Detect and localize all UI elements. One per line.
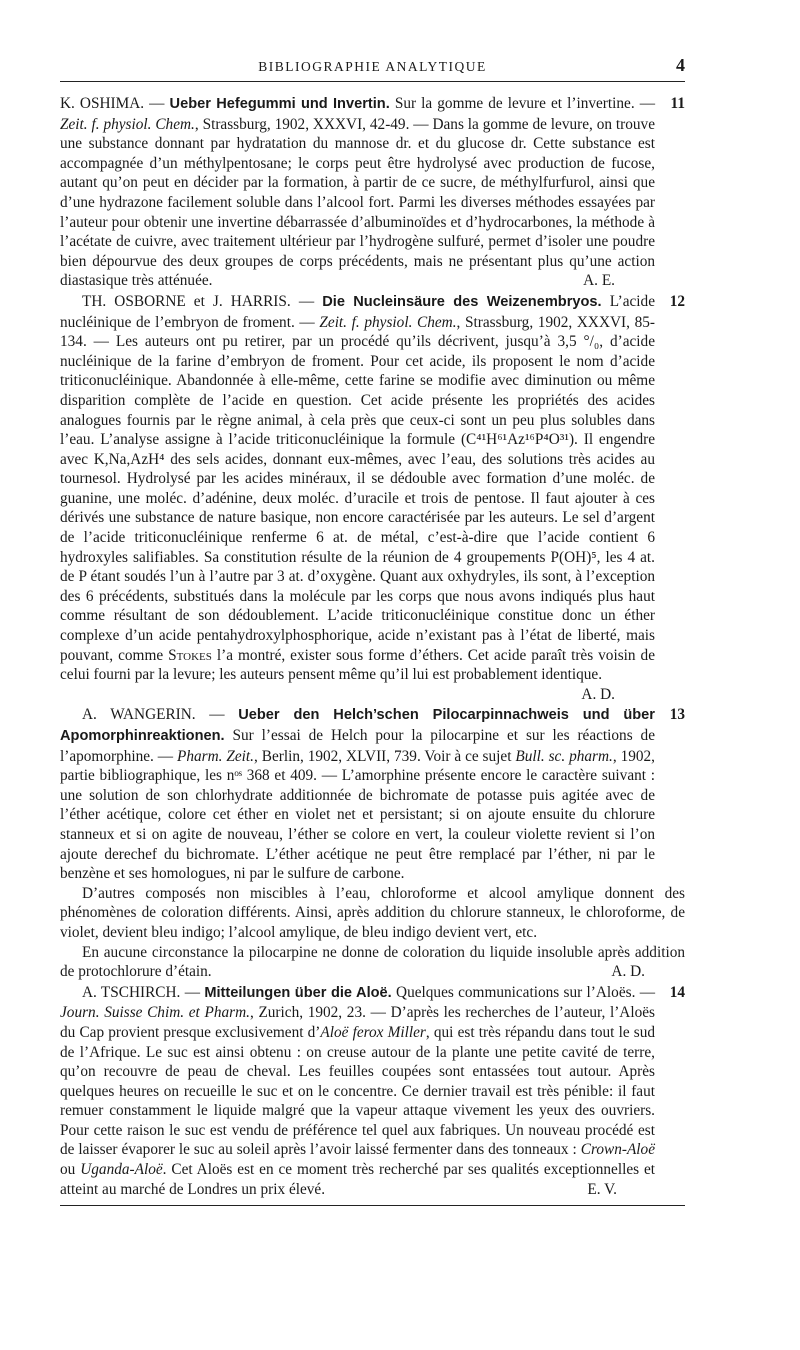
entry-title: Mitteilungen über die Aloë. <box>204 984 392 1001</box>
entry-text: , Zurich, 1902, 23. — D’après les recherches de l’auteur, l’Aloës du Cap provient presque exclusivement d’ <box>60 1004 655 1041</box>
document-page <box>60 55 685 1206</box>
entry-author: K. OSHIMA. <box>60 95 145 112</box>
entry-title: Die Nucleinsäure des Weizenembryos. <box>322 293 602 310</box>
entry-14 <box>60 983 685 1200</box>
entry-title: Ueber Hefegummi und Invertin. <box>169 96 390 112</box>
entry-number: 12 <box>669 292 685 310</box>
entry-number: 11 <box>670 95 685 112</box>
entry-text: ou <box>60 1161 76 1179</box>
entry-journal: Pharm. Zeit. <box>177 747 255 765</box>
footer-rule <box>60 1205 685 1206</box>
header-rule <box>60 81 685 82</box>
entry-signature: A. D. <box>611 963 645 981</box>
entry-text: l’a montré, exister sous forme d’éthers. Cet acide paraît très voisin de celui fourni par la levure; les auteurs pensent même qu’il lui est probablement identique. <box>60 646 655 684</box>
entry-variety: Crown-Aloë <box>580 1141 655 1159</box>
entry-11 <box>60 94 685 291</box>
entry-species: Aloë ferox Miller <box>320 1023 426 1041</box>
entry-author: TH. OSBORNE et J. HARRIS. <box>82 292 291 310</box>
entry-text: , 1902, partie bibliographique, les nᵒˢ 368 et 409. — L’amorphine présente encore le caractère suivant : une solution de son chlorhydrate additionnée de bichromate de potasse puis agitée avec de l’éther acétique, colore cet éther en violet net et persistant; si on ajoute ensuite du chlorure stanneux et si on agite de nouveau, l’éther se colore en vert, la couleur violette revient si l’on ajoute derechef du bichromate. L’éther acétique ne peut être remplacé par l’éther, ni par le benzène et ses homologues, ni par le sulfure de carbone. <box>60 747 655 883</box>
entry-number: 13 <box>669 706 685 724</box>
entry-text: Sur la gomme de levure et l’invertine. — <box>394 95 656 112</box>
entry-signature: E. V. <box>587 1180 617 1198</box>
entry-variety: Uganda-Aloë <box>80 1161 163 1179</box>
entry-text: Quelques communications sur l’Aloës. — <box>396 983 655 1001</box>
entry-13 <box>60 705 685 981</box>
entry-paragraph <box>60 943 685 982</box>
entry-journal: Bull. sc. pharm. <box>515 747 613 765</box>
entry-text: L’acide nucléinique de l’embryon de froment. — <box>60 292 655 331</box>
entry-body: A. WANGERIN. — Ueber den Helch’schen Pilocarpinnachweis und über Apomorphinreaktionen. Sur l’essai de Helch pour la pilocarpine et sur les réactions de l’apomorphine. — Pharm. Zeit., Berlin, 1902, XLVII, 739. Voir à ce sujet Bull. sc. pharm., 1902, partie bibliographique, les nᵒˢ 368 et 409. — L’amorphine présente encore le caractère suivant : une solution de son chlorhydrate additionnée de bichromate de potasse puis agitée avec de l’éther acétique, colore cet éther en violet net et persistant; si on ajoute ensuite du chlorure stanneux et si on agite de nouveau, l’éther se colore en vert, la couleur violette revient si l’on ajoute derechef du bichromate. L’éther acétique ne peut être remplacé par l’éther, ni par le benzène et ses homologues, ni par le sulfure de carbone. <box>60 706 655 883</box>
entry-smallcaps: Stokes <box>168 646 212 664</box>
entry-signature: A. D. <box>581 685 615 703</box>
entry-signature: A. E. <box>583 272 615 290</box>
entry-journal: Journ. Suisse Chim. et Pharm. <box>60 1004 250 1022</box>
running-head <box>60 55 685 81</box>
entry-journal: Zeit. f. physiol. Chem. <box>60 115 195 133</box>
running-title: BIBLIOGRAPHIE ANALYTIQUE <box>258 59 487 74</box>
entry-12 <box>60 292 685 704</box>
entry-paragraph: D’autres composés non miscibles à l’eau, chloroforme et alcool amylique donnent des phénomènes de coloration différents. Ainsi, après addition du chlorure stanneux, le chloroforme, de violet, devient bleu indigo; l’alcool amylique, de bleu indigo devient vert, etc. <box>60 884 685 941</box>
entry-body: K. OSHIMA. — Ueber Hefegummi und Invertin. Sur la gomme de levure et l’invertine. — Zeit. f. physiol. Chem., Strassburg, 1902, XXXVI, 42-49. — Dans la gomme de levure, on trouve une substance donnant par hydratation du mannose dr. et du glucose dr. Cette substance est accompagnée d’un méthylpentosane; le corps peut être hydrolysé avec production de fucose, autant qu’on peut en décider par la formation, à partir de ce sucre, de méthylfurfurol, ainsi que d’une hydrazone facilement soluble dans l’alcool fort. Parmi les diverses méthodes essayées par l’auteur pour obtenir une invertine débarrassée d’albuminoïdes et d’hydrocarbones, la méthode à l’acétate de cuivre, avec traitement ultérieur par l’hydrogène sulfuré, permet d’isoler une poudre bien dépourvue des deux groupes de corps précédents, mais ne présentant plus qu’une action diastasique très atténuée. A. E. <box>60 95 656 290</box>
entry-author: A. WANGERIN. <box>82 706 196 724</box>
entry-text: , Strassburg, 1902, XXXVI, 42-49. — Dans la gomme de levure, on trouve une substance donnant par hydratation du mannose dr. et du glucose dr. Cette substance est accompagnée d’un méthylpentosane; le corps peut être hydrolysé avec production de fucose, autant qu’on peut en décider par la formation, à partir de ce sucre, de méthylfurfurol, ainsi que d’une hydrazone facilement soluble dans l’alcool fort. Parmi les diverses méthodes essayées par l’auteur pour obtenir une invertine débarrassée d’albuminoïdes et d’hydrocarbones, la méthode à l’acétate de cuivre, avec traitement ultérieur par l’hydrogène sulfuré, permet d’isoler une poudre bien dépourvue des deux groupes de corps précédents, mais ne présentant plus qu’une action diastasique très atténuée. <box>60 115 655 290</box>
entry-text: En aucune circonstance la pilocarpine ne donne de coloration du liquide insoluble après addition de protochlorure d’étain. <box>60 943 685 981</box>
entry-text: . Cet Aloës est en ce moment très recherché par ses qualités exceptionnelles et atteint au marché de Londres un prix élevé. <box>60 1161 656 1198</box>
page-number: 4 <box>676 55 685 75</box>
entry-text: , Strassburg, 1902, XXXVI, 85-134. — Les auteurs ont pu retirer, par un procédé qu’ils décrivent, jusqu’à 3,5 °/₀, d’acide nucléinique de la farine d’embryon de froment. Pour cet acide, ils proposent le nom d’acide triticonucléinique. Abandonnée à elle-même, cette farine se modifie avec diminution ou même disparition complète de l’acide en question. Cet acide présente les propriétés des acides analogues fournis par le règne animal, à cela près que ceux-ci sont un peu plus solubles dans l’eau. L’analyse assigne à l’acide triticonucléinique la formule (C⁴¹H⁶¹Az¹⁶P⁴O³¹). Il engendre avec K,Na,AzH⁴ des sels acides, donnant eux-mêmes, avec l’eau, des solutions très acides au tournesol. Hydrolysé par les acides minéraux, il se dédouble avec formation d’une moléc. de guanine, une moléc. d’adénine, deux moléc. d’uracile et trois de pentose. Il faut ajouter à ces dérivés une substance de nature basique, non encore caractérisée par les auteurs. Le sel d’argent de l’acide triticonucléinique renferme 6 at. de métal, c’est-à-dire que l’acide contient 6 hydroxyles salifiables. Sa constitution résulte de la réunion de 4 groupements P(OH)⁵, les 4 at. de P étant soudés l’un à l’autre par 3 at. d’oxygène. Quant aux oxhydryles, ils sont, à l’exception des 6 précédents, substitués dans la molécule par les corps que nous avons indiqués plus haut comme résultant de son dédoublement. L’acide triticonucléinique constitue donc un éther complexe d’un acide pentahydroxylphosphorique, acide n’existant pas à l’état de liberté, mais pouvant, comme <box>60 313 656 664</box>
entry-author: A. TSCHIRCH. <box>82 983 181 1001</box>
entry-number: 14 <box>669 983 685 1001</box>
entry-journal: Zeit. f. physiol. Chem. <box>319 313 457 331</box>
entry-text: Sur l’essai de Helch pour la pilocarpine et sur les réactions de l’apomorphine. — <box>60 727 655 765</box>
entry-title: Ueber den Helch’schen Pilocarpinnachweis und über Apomorphinreaktionen. <box>60 707 655 744</box>
entry-body: A. TSCHIRCH. — Mitteilungen über die Aloë. Quelques communications sur l’Aloës. — Journ. Suisse Chim. et Pharm., Zurich, 1902, 23. — D’après les recherches de l’auteur, l’Aloës du Cap provient presque exclusivement d’Aloë ferox Miller, qui est très répandu dans tout le sud de l’Afrique. Le suc est ainsi obtenu : on creuse autour de la plante une petite cavité de terre, qu’on recouvre de peau de cheval. Les feuilles coupées sont entassées tout autour. Après quelques heures on recueille le suc et on le concentre. Ce dernier travail est très pénible: il faut remuer constamment le liquide malgré que la vapeur attaque vivement les yeux des ouvriers. Pour cette raison le suc est vendu de préférence tel quel aux fabriques. Un nouveau procédé est de laisser évaporer le suc au soleil après l’avoir laissé fermenter dans des tonneaux : Crown-Aloë ou Uganda-Aloë. Cet Aloës est en ce moment très recherché par ses qualités exceptionnelles et atteint au marché de Londres un prix élevé. E. V. <box>60 983 656 1198</box>
entry-text: , qui est très répandu dans tout le sud de l’Afrique. Le suc est ainsi obtenu : on creuse autour de la plante une petite cavité de terre, qu’on recouvre de peau de cheval. Les feuilles coupées sont entassées tout autour. Après quelques heures on recueille le suc et on le concentre. Ce dernier travail est très pénible: il faut remuer constamment le liquide malgré que la vapeur attaque vivement les yeux des ouvriers. Pour cette raison le suc est vendu de préférence tel quel aux fabriques. Un nouveau procédé est de laisser évaporer le suc au soleil après l’avoir laissé fermenter dans des tonneaux : <box>60 1023 656 1159</box>
entry-body: TH. OSBORNE et J. HARRIS. — Die Nucleinsäure des Weizenembryos. L’acide nucléinique de l’embryon de froment. — Zeit. f. physiol. Chem., Strassburg, 1902, XXXVI, 85-134. — Les auteurs ont pu retirer, par un procédé qu’ils décrivent, jusqu’à 3,5 °/₀, d’acide nucléinique de la farine d’embryon de froment. Pour cet acide, ils proposent le nom d’acide triticonucléinique. Abandonnée à elle-même, cette farine se modifie avec diminution ou même disparition complète de l’acide en question. Cet acide présente les propriétés des acides analogues fournis par le règne animal, à cela près que ceux-ci sont un peu plus solubles dans l’eau. L’analyse assigne à l’acide triticonucléinique la formule (C⁴¹H⁶¹Az¹⁶P⁴O³¹). Il engendre avec K,Na,AzH⁴ des sels acides, donnant eux-mêmes, avec l’eau, des solutions très acides au tournesol. Hydrolysé par les acides minéraux, il se dédouble avec formation d’une moléc. de guanine, une moléc. d’adénine, deux moléc. d’uracile et trois de pentose. Il faut ajouter à ces dérivés une substance de nature basique, non encore caractérisée par les auteurs. Le sel d’argent de l’acide triticonucléinique renferme 6 at. de métal, c’est-à-dire que l’acide contient 6 hydroxyles salifiables. Sa constitution résulte de la réunion de 4 groupements P(OH)⁵, les 4 at. de P étant soudés l’un à l’autre par 3 at. d’oxygène. Quant aux oxhydryles, ils sont, à l’exception des 6 précédents, substitués dans la molécule par les corps que nous avons indiqués plus haut comme résultant de son dédoublement. L’acide triticonucléinique constitue donc un éther complexe d’un acide pentahydroxylphosphorique, acide n’existant pas à l’état de liberté, mais pouvant, comme Stokes l’a montré, exister sous forme d’éthers. Cet acide paraît très voisin de celui fourni par la levure; les auteurs pensent même qu’il lui est probablement identique. A. D. <box>60 292 656 703</box>
entry-text: , Berlin, 1902, XLVII, 739. Voir à ce sujet <box>254 747 512 765</box>
